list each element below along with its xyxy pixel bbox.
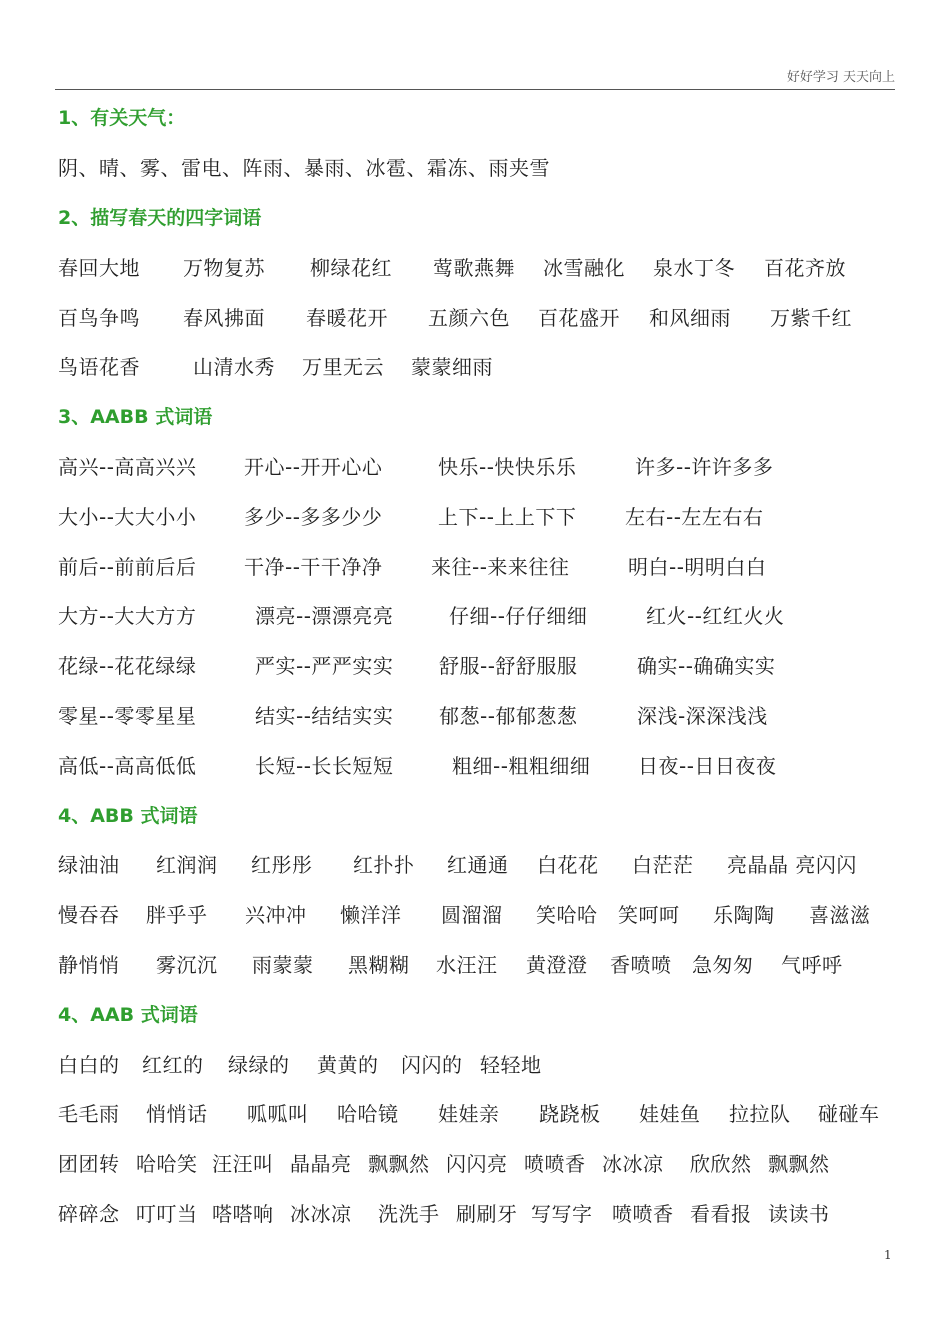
word: 飘飘然 [768, 1152, 830, 1177]
word: 万里无云 [302, 355, 384, 380]
word: 白白的 [58, 1052, 120, 1077]
word: 香喷喷 [610, 952, 672, 977]
section-heading: 3、AABB 式词语 [58, 406, 213, 429]
word: 乐陶陶 [713, 903, 775, 928]
word: 欣欣然 [690, 1152, 752, 1177]
word-row [58, 640, 908, 690]
word: 绿绿的 [228, 1052, 290, 1077]
word: 大方--大大方方 [58, 604, 197, 629]
word: 春风拂面 [183, 305, 265, 330]
word: 山清水秀 [193, 355, 275, 380]
word: 明白--明明白白 [628, 554, 767, 579]
word-row [58, 441, 908, 491]
word: 雾沉沉 [156, 952, 218, 977]
word: 哈哈镜 [337, 1102, 399, 1127]
word: 快乐--快快乐乐 [438, 454, 577, 479]
word-row [58, 889, 908, 939]
word: 团团转 [58, 1152, 120, 1177]
word: 雨蒙蒙 [252, 952, 314, 977]
word: 闪闪的 [401, 1052, 463, 1077]
word: 春回大地 [58, 255, 140, 280]
word-row [58, 839, 908, 889]
document-body [58, 92, 908, 1237]
word: 来往--来来往往 [431, 554, 570, 579]
word: 花绿--花花绿绿 [58, 654, 197, 679]
word: 看看报 [690, 1201, 752, 1226]
word: 圆溜溜 [441, 903, 503, 928]
section-heading: 1、有关天气： [58, 107, 186, 130]
word: 水汪汪 [436, 952, 498, 977]
word: 冰雪融化 [543, 255, 625, 280]
header-slogan: 好好学习 天天向上 [786, 70, 895, 85]
word: 洗洗手 [378, 1201, 440, 1226]
word-row [58, 1038, 908, 1088]
word: 轻轻地 [480, 1052, 542, 1077]
word: 红扑扑 [353, 853, 415, 878]
word-row [58, 1138, 908, 1188]
word: 鸟语花香 [58, 355, 140, 380]
word: 白花花 [537, 853, 599, 878]
word: 笑呵呵 [618, 903, 680, 928]
word: 仔细--仔仔细细 [449, 604, 588, 629]
word: 飘飘然 [368, 1152, 430, 1177]
word: 春暖花开 [306, 305, 388, 330]
word: 零星--零零星星 [58, 703, 197, 728]
word: 碎碎念 [58, 1201, 120, 1226]
word: 冰冰凉 [290, 1201, 352, 1226]
word: 读读书 [768, 1201, 830, 1226]
word: 高低--高高低低 [58, 753, 197, 778]
word: 漂亮--漂漂亮亮 [255, 604, 394, 629]
word: 喷喷香 [612, 1201, 674, 1226]
word: 汪汪叫 [212, 1152, 274, 1177]
word: 娃娃亲 [438, 1102, 500, 1127]
word: 哈哈笑 [136, 1152, 198, 1177]
word: 气呼呼 [781, 952, 843, 977]
word: 前后--前前后后 [58, 554, 197, 579]
word: 日夜--日日夜夜 [638, 753, 777, 778]
word: 笑哈哈 [536, 903, 598, 928]
word: 拉拉队 [729, 1102, 791, 1127]
word: 刷刷牙 [456, 1201, 518, 1226]
word-row [58, 1188, 908, 1238]
word-row [58, 241, 908, 291]
word: 百花齐放 [764, 255, 846, 280]
word: 深浅-深深浅浅 [637, 703, 768, 728]
word: 静悄悄 [58, 952, 120, 977]
word: 慢吞吞 [58, 903, 120, 928]
word: 百鸟争鸣 [58, 305, 140, 330]
word: 娃娃鱼 [639, 1102, 701, 1127]
word: 绿油油 [58, 853, 120, 878]
word: 阴、晴、雾、雷电、阵雨、暴雨、冰雹、霜冻、雨夹雪 [58, 156, 550, 181]
word: 粗细--粗粗细细 [452, 753, 591, 778]
word: 泉水丁冬 [653, 255, 735, 280]
word: 毛毛雨 [58, 1102, 120, 1127]
word-row [58, 739, 908, 789]
word: 冰冰凉 [602, 1152, 664, 1177]
word: 红火--红红火火 [646, 604, 785, 629]
word: 大小--大大小小 [58, 504, 197, 529]
word: 急匆匆 [692, 952, 754, 977]
word: 红红的 [142, 1052, 204, 1077]
word: 懒洋洋 [340, 903, 402, 928]
word: 黄澄澄 [526, 952, 588, 977]
word: 红通通 [447, 853, 509, 878]
word-row [58, 1088, 908, 1138]
word-row [58, 142, 908, 192]
word: 开心--开开心心 [244, 454, 383, 479]
word: 五颜六色 [428, 305, 510, 330]
word: 严实--严严实实 [255, 654, 394, 679]
word: 悄悄话 [146, 1102, 208, 1127]
page-header [55, 66, 895, 90]
word: 舒服--舒舒服服 [439, 654, 578, 679]
page-number: 1 [884, 1248, 892, 1262]
word: 闪闪亮 [446, 1152, 508, 1177]
word: 蒙蒙细雨 [411, 355, 493, 380]
word: 叮叮当 [136, 1201, 198, 1226]
word-row [58, 939, 908, 989]
word: 万紫千红 [770, 305, 852, 330]
word: 干净--干干净净 [244, 554, 383, 579]
word: 喷喷香 [524, 1152, 586, 1177]
word: 胖乎乎 [146, 903, 208, 928]
word: 跷跷板 [539, 1102, 601, 1127]
section-heading: 2、描写春天的四字词语 [58, 206, 262, 229]
word: 黑糊糊 [348, 952, 410, 977]
word: 亮晶晶 亮闪闪 [727, 853, 857, 878]
word: 嗒嗒响 [212, 1201, 274, 1226]
word: 多少--多多少少 [244, 504, 383, 529]
word: 白茫茫 [632, 853, 694, 878]
word: 和风细雨 [649, 305, 731, 330]
word: 上下--上上下下 [438, 504, 577, 529]
word-row [58, 341, 908, 391]
word: 红润润 [156, 853, 218, 878]
word: 百花盛开 [538, 305, 620, 330]
word-row [58, 291, 908, 341]
word: 左右--左左右右 [625, 504, 764, 529]
word-row [58, 540, 908, 590]
section-heading: 4、AAB 式词语 [58, 1003, 198, 1026]
word: 晶晶亮 [290, 1152, 352, 1177]
word: 莺歌燕舞 [433, 255, 515, 280]
word: 高兴--高高兴兴 [58, 454, 197, 479]
word: 黄黄的 [317, 1052, 379, 1077]
word: 呱呱叫 [247, 1102, 309, 1127]
word-row [58, 590, 908, 640]
word: 长短--长长短短 [255, 753, 394, 778]
word: 郁葱--郁郁葱葱 [439, 703, 578, 728]
word: 确实--确确实实 [637, 654, 776, 679]
word: 喜滋滋 [809, 903, 871, 928]
word: 柳绿花红 [310, 255, 392, 280]
word: 结实--结结实实 [255, 703, 394, 728]
word: 碰碰车 [818, 1102, 880, 1127]
word: 兴冲冲 [245, 903, 307, 928]
word: 红彤彤 [251, 853, 313, 878]
word: 写写字 [531, 1201, 593, 1226]
word: 许多--许许多多 [635, 454, 774, 479]
word: 万物复苏 [183, 255, 265, 280]
word-row [58, 490, 908, 540]
word-row [58, 690, 908, 740]
section-heading: 4、ABB 式词语 [58, 804, 198, 827]
